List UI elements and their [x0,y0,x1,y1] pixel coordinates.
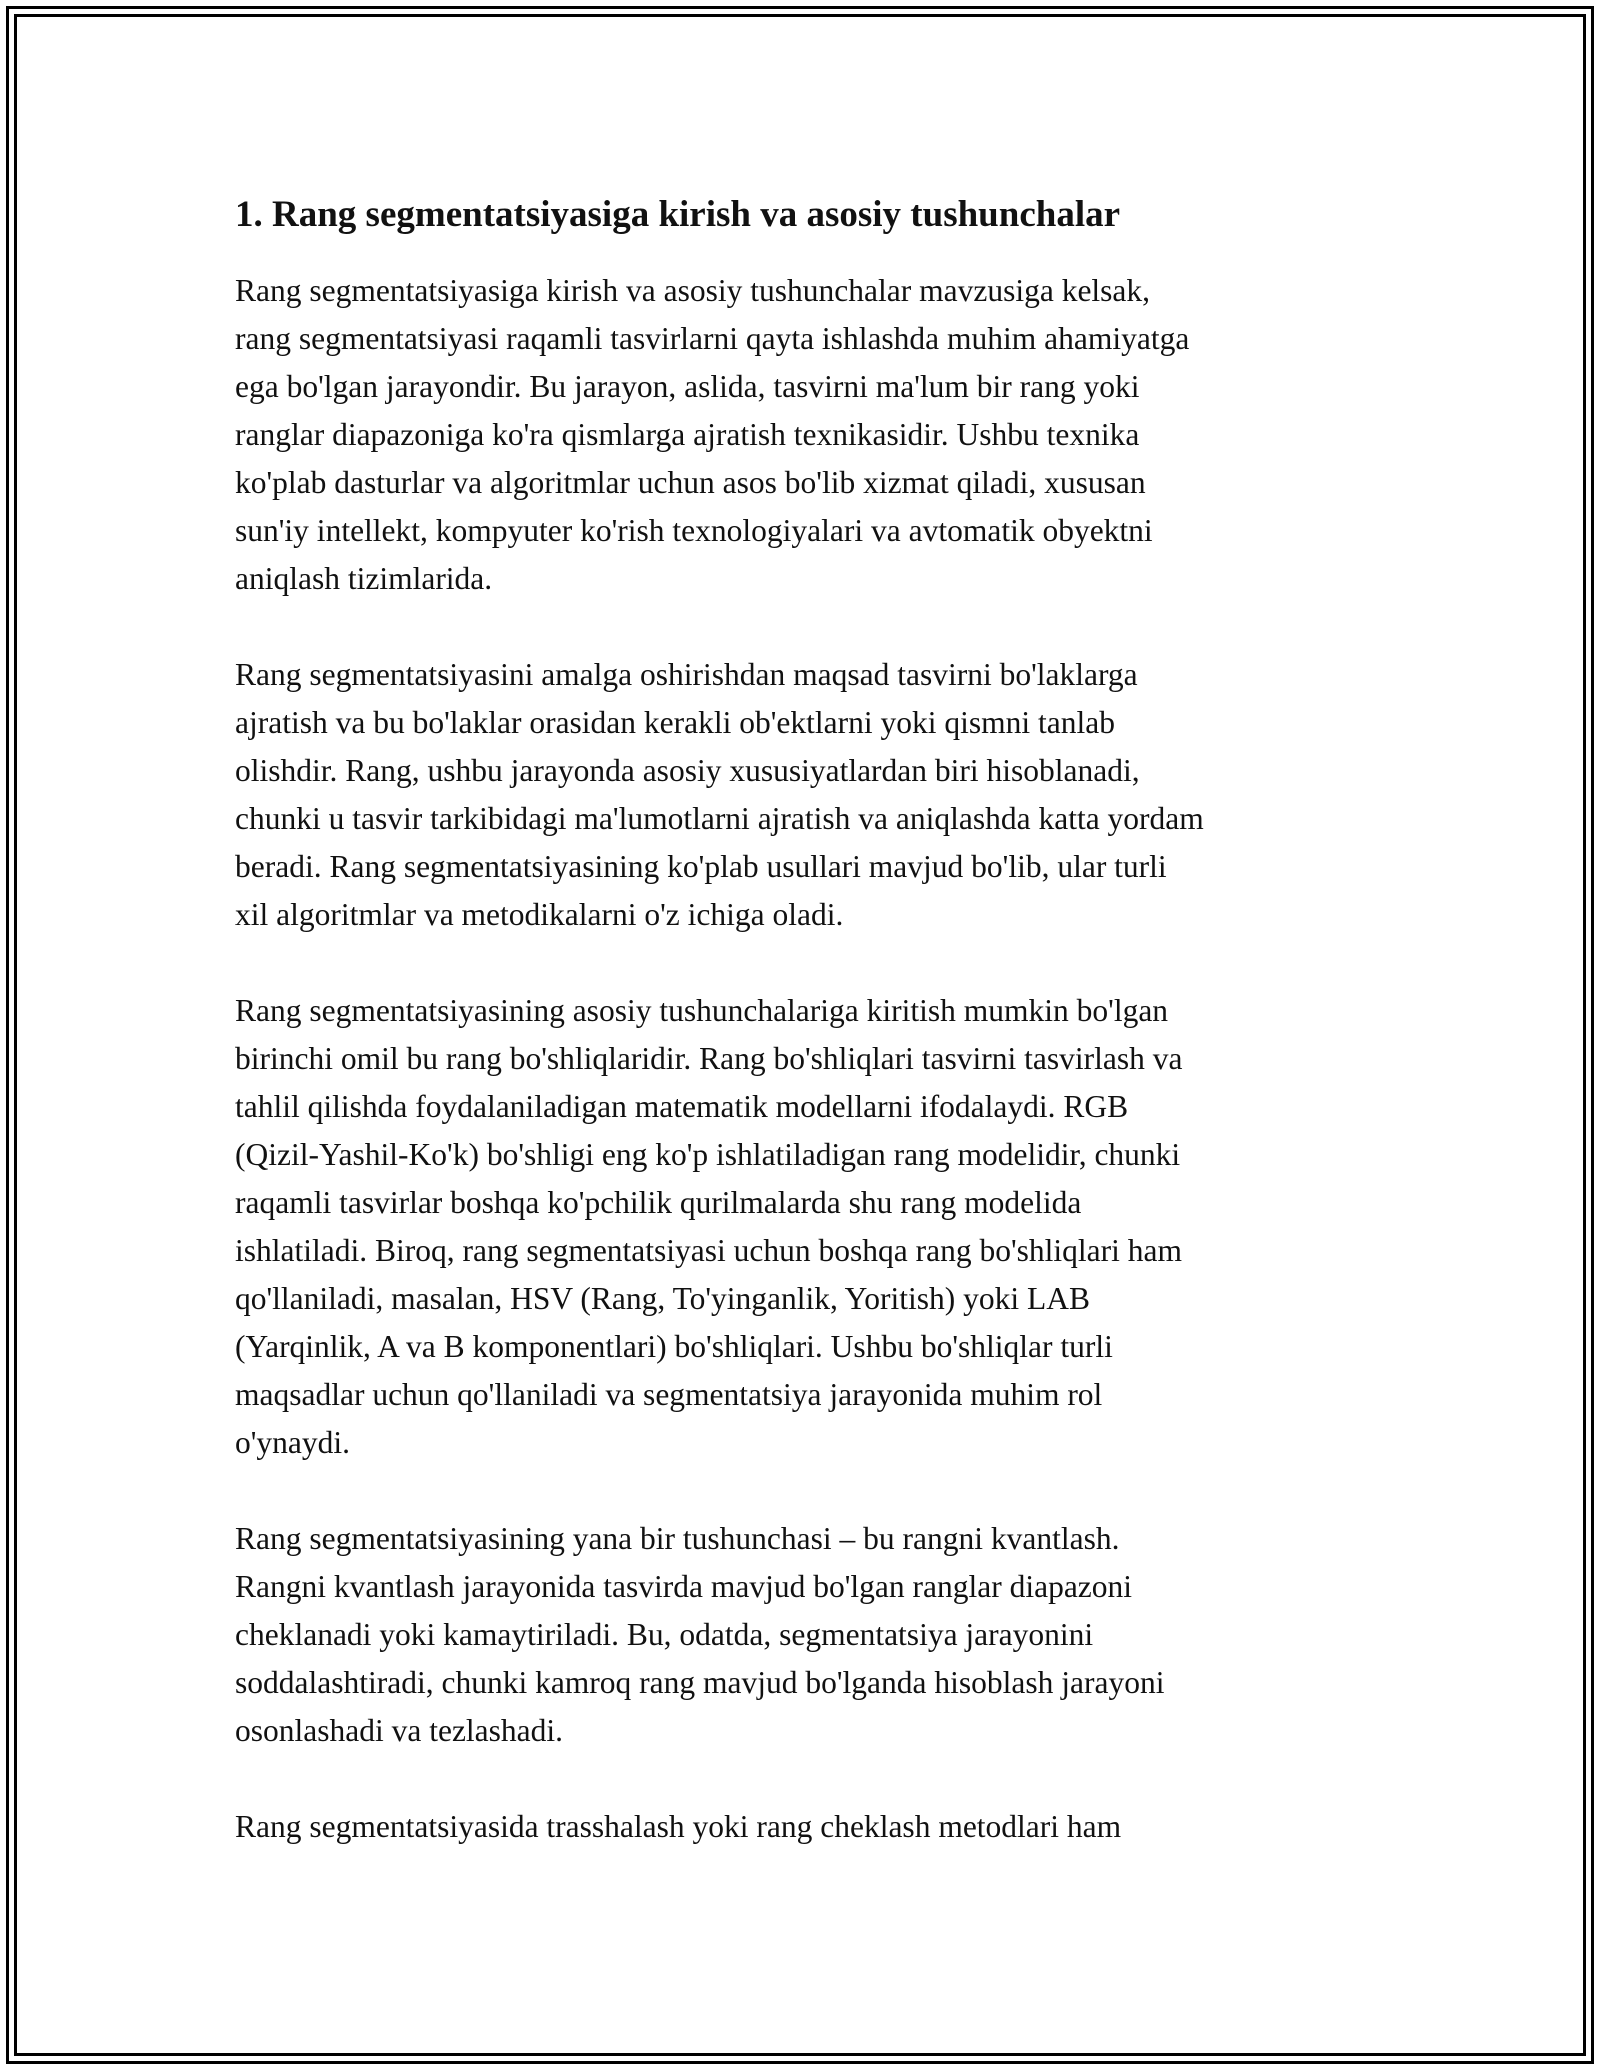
text-line: Rang segmentatsiyasiga kirish va asosiy tushunchalar mavzusiga kelsak, [235,273,1151,308]
paragraph-5 [235,1803,1395,1851]
text-line: Rang segmentatsiyasining yana bir tushunchasi – bu rangni kvantlash. [235,1521,1120,1556]
text-line: birinchi omil bu rang bo'shliqlaridir. Rang bo'shliqlari tasvirni tasvirlash va [235,1041,1183,1076]
text-line: ajratish va bu bo'laklar orasidan kerakli ob'ektlarni yoki qismni tanlab [235,705,1115,740]
text-line: o'ynaydi. [235,1425,351,1460]
text-line: tahlil qilishda foydalaniladigan matematik modellarni ifodalaydi. RGB [235,1089,1129,1124]
text-line: osonlashadi va tezlashadi. [235,1713,564,1748]
text-line: rang segmentatsiyasi raqamli tasvirlarni qayta ishlashda muhim ahamiyatga [235,321,1190,356]
text-line: chunki u tasvir tarkibidagi ma'lumotlarni ajratish va aniqlashda katta yordam [235,801,1204,836]
section-heading: 1. Rang segmentatsiyasiga kirish va asosiy tushunchalar [235,194,1121,235]
text-line: (Yarqinlik, A va B komponentlari) bo'shliqlari. Ushbu bo'shliqlar turli [235,1329,1113,1364]
text-line: cheklanadi yoki kamaytiriladi. Bu, odatda, segmentatsiya jarayonini [235,1617,1094,1652]
text-line: Rangni kvantlash jarayonida tasvirda mavjud bo'lgan ranglar diapazoni [235,1569,1133,1604]
text-line: soddalashtiradi, chunki kamroq rang mavjud bo'lganda hisoblash jarayoni [235,1665,1165,1700]
text-line: olishdir. Rang, ushbu jarayonda asosiy xususiyatlardan biri hisoblanadi, [235,753,1140,788]
text-line: Rang segmentatsiyasida trasshalash yoki rang cheklash metodlari ham [235,1809,1122,1844]
paragraph-4 [235,1515,1395,1755]
text-line: aniqlash tizimlarida. [235,561,493,596]
text-line: Rang segmentatsiyasini amalga oshirishdan maqsad tasvirni bo'laklarga [235,657,1138,692]
text-line: raqamli tasvirlar boshqa ko'pchilik qurilmalarda shu rang modelida [235,1185,1082,1220]
text-line: xil algoritmlar va metodikalarni o'z ichiga oladi. [235,897,844,932]
text-line: qo'llaniladi, masalan, HSV (Rang, To'yinganlik, Yoritish) yoki LAB [235,1281,1090,1316]
text-line: (Qizil-Yashil-Ko'k) bo'shligi eng ko'p ishlatiladigan rang modelidir, chunki [235,1137,1181,1172]
text-line: beradi. Rang segmentatsiyasining ko'plab usullari mavjud bo'lib, ular turli [235,849,1167,884]
text-line: ishlatiladi. Biroq, rang segmentatsiyasi uchun boshqa rang bo'shliqlari ham [235,1233,1182,1268]
text-line: maqsadlar uchun qo'llaniladi va segmentatsiya jarayonida muhim rol [235,1377,1103,1412]
text-line: sun'iy intellekt, kompyuter ko'rish texnologiyalari va avtomatik obyektni [235,513,1153,548]
paragraph-2 [235,651,1395,939]
text-line: ega bo'lgan jarayondir. Bu jarayon, aslida, tasvirni ma'lum bir rang yoki [235,369,1140,404]
text-line: ko'plab dasturlar va algoritmlar uchun asos bo'lib xizmat qiladi, xususan [235,465,1146,500]
paragraph-1 [235,267,1395,603]
text-line: ranglar diapazoniga ko'ra qismlarga ajratish texnikasidir. Ushbu texnika [235,417,1140,452]
text-line: Rang segmentatsiyasining asosiy tushunchalariga kiritish mumkin bo'lgan [235,993,1169,1028]
document-body [235,185,1395,1899]
paragraph-3 [235,987,1395,1467]
